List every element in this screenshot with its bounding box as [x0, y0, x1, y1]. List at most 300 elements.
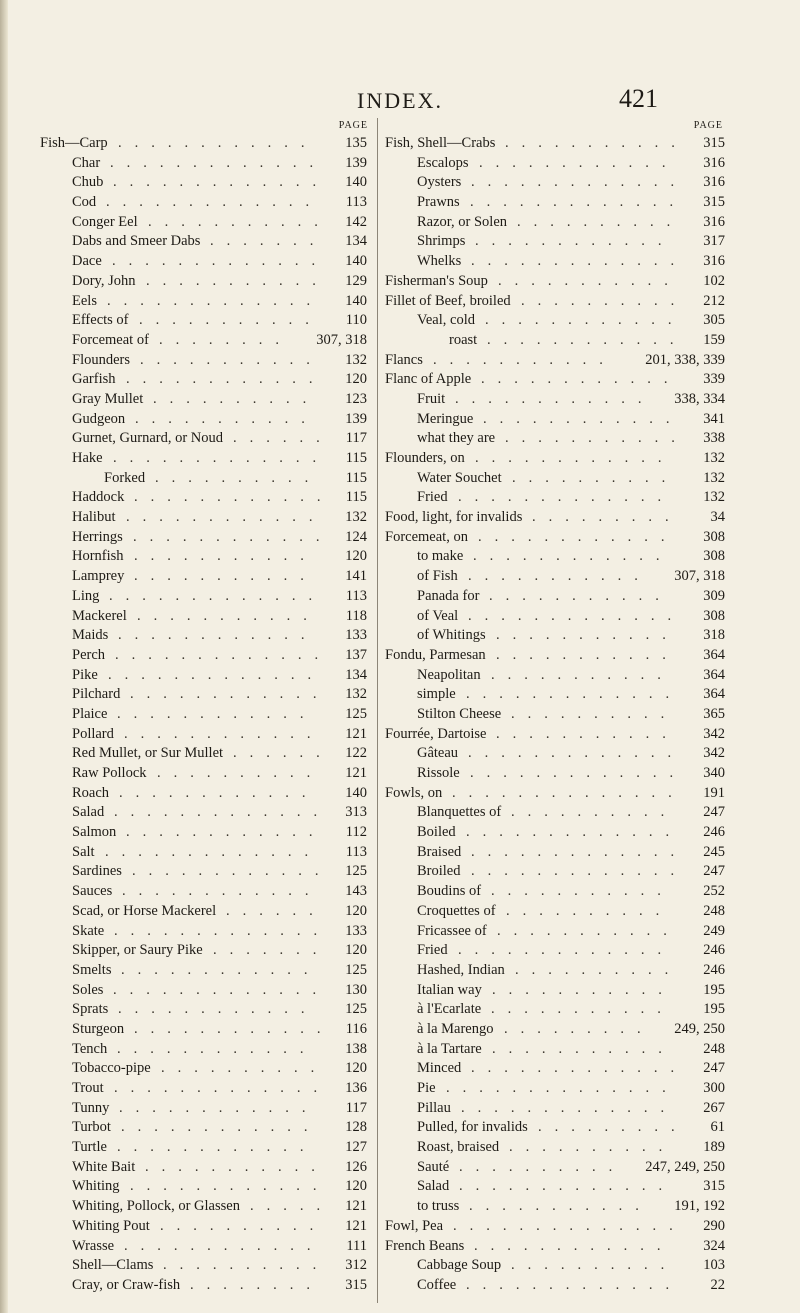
- index-entry-page: 139: [345, 154, 367, 171]
- leader-dots: .............: [471, 863, 688, 880]
- index-entry-name: Forcemeat of: [72, 331, 149, 348]
- index-entry: [40, 961, 370, 981]
- index-entry-page: 139: [345, 410, 367, 427]
- index-entry: [385, 646, 725, 666]
- index-entry-page: 143: [345, 883, 367, 900]
- index-entry: [385, 1158, 725, 1178]
- index-entry-page: 246: [703, 961, 725, 978]
- leader-dots: ..........: [506, 902, 673, 919]
- index-entry: [40, 528, 370, 548]
- index-entry-page: 324: [703, 1237, 725, 1254]
- index-entry: [40, 1118, 370, 1138]
- index-entry-page: 267: [703, 1099, 725, 1116]
- index-entry: [40, 862, 370, 882]
- index-entry: [385, 666, 725, 686]
- index-entry-name: Soles: [72, 981, 104, 998]
- index-entry: [40, 685, 370, 705]
- index-entry-page: 364: [703, 666, 725, 683]
- index-entry-page: 159: [703, 331, 725, 348]
- leader-dots: ............: [134, 489, 334, 506]
- leader-dots: ............: [119, 1099, 319, 1116]
- leader-dots: ...........: [137, 607, 320, 624]
- index-entry-page: 249: [703, 922, 725, 939]
- index-entry: [40, 331, 370, 351]
- index-entry-name: Whiting Pout: [72, 1217, 150, 1234]
- index-entry: [40, 429, 370, 449]
- leader-dots: ...........: [489, 587, 672, 604]
- index-entry: [40, 1000, 370, 1020]
- index-entry-page: 142: [345, 213, 367, 230]
- index-entry: [40, 725, 370, 745]
- index-entry-name: Pie: [417, 1080, 436, 1096]
- index-entry: [40, 232, 370, 252]
- leader-dots: ............: [124, 1237, 324, 1254]
- leader-dots: ..........: [521, 292, 688, 309]
- index-entry: [385, 232, 725, 252]
- index-entry-page: 364: [703, 646, 725, 663]
- index-entry-name: Smelts: [72, 961, 112, 978]
- index-entry-page: 125: [345, 1001, 367, 1018]
- index-entry: [40, 744, 370, 764]
- index-entry: [385, 1197, 725, 1217]
- leader-dots: ............: [134, 1020, 334, 1037]
- index-entry: [385, 469, 725, 489]
- index-entry-name: Coffee: [417, 1276, 457, 1293]
- index-entry-page: 140: [345, 292, 367, 309]
- index-entry-page: 189: [703, 1139, 725, 1156]
- index-entry: [385, 941, 725, 961]
- leader-dots: .............: [466, 824, 683, 841]
- index-entry: [40, 252, 370, 272]
- index-entry: [385, 1217, 725, 1237]
- index-entry-page: 133: [345, 922, 367, 939]
- leader-dots: ...........: [496, 725, 679, 742]
- index-entry-page: 136: [345, 1080, 367, 1096]
- index-entry: [385, 567, 725, 587]
- index-entry-page: 316: [703, 154, 725, 171]
- index-entry-page: 300: [703, 1080, 725, 1096]
- index-entry-page: 125: [345, 961, 367, 978]
- index-entry-page: 134: [345, 233, 367, 250]
- index-entry: [385, 902, 725, 922]
- leader-dots: ...........: [146, 272, 329, 289]
- index-entry-page: 135: [345, 135, 367, 151]
- index-entry-name: Perch: [72, 646, 106, 663]
- index-entry: [385, 252, 725, 272]
- index-entry: [40, 587, 370, 607]
- index-entry-name: Raw Pollock: [72, 765, 147, 781]
- leader-dots: ..........: [511, 804, 678, 821]
- index-entry-name: Chub: [72, 174, 104, 191]
- index-entry-name: Flounders: [72, 351, 130, 368]
- index-entry-page: 132: [345, 686, 367, 703]
- index-entry-page: 364: [703, 686, 725, 703]
- index-entry: [385, 961, 725, 981]
- index-entry-page: 124: [345, 528, 367, 545]
- index-entry-name: Food, light, for invalids: [385, 509, 523, 526]
- index-entry-name: Hashed, Indian: [417, 961, 505, 978]
- index-entries-left: [40, 134, 370, 1296]
- index-entry-page: 191, 192: [674, 1198, 725, 1215]
- index-entry-page: 248: [703, 1040, 725, 1057]
- index-entry-page: 315: [703, 135, 725, 151]
- leader-dots: ..............: [453, 1217, 686, 1234]
- leader-dots: ...........: [505, 135, 688, 151]
- index-entry-page: 113: [345, 843, 367, 860]
- index-entry-page: 128: [345, 1119, 367, 1136]
- index-entry-page: 245: [703, 843, 725, 860]
- index-entry-name: Plaice: [72, 705, 108, 722]
- index-entry-name: Flancs: [385, 351, 423, 368]
- leader-dots: ..........: [511, 705, 678, 722]
- index-entry: [40, 843, 370, 863]
- leader-dots: .........: [532, 509, 682, 526]
- index-entry-page: 120: [345, 942, 367, 959]
- leader-dots: .............: [114, 1080, 331, 1096]
- index-entry: [40, 1059, 370, 1079]
- index-entry: [40, 1217, 370, 1237]
- leader-dots: ...........: [505, 430, 688, 447]
- index-entry-page: 125: [345, 705, 367, 722]
- index-entry: [40, 469, 370, 489]
- index-entry-name: Panada for: [417, 587, 480, 604]
- index-entry-name: Turtle: [72, 1139, 107, 1156]
- leader-dots: ............: [133, 528, 333, 545]
- index-entry: [385, 862, 725, 882]
- index-entry: [40, 370, 370, 390]
- index-entry: [40, 567, 370, 587]
- index-entry-name: Trout: [72, 1080, 104, 1096]
- index-entry: [385, 488, 725, 508]
- index-entry: [40, 410, 370, 430]
- index-entry-page: 141: [345, 568, 367, 585]
- leader-dots: .............: [471, 1060, 688, 1077]
- leader-dots: ............: [455, 390, 655, 407]
- index-entry: [40, 823, 370, 843]
- index-entry-page: 338, 334: [674, 390, 725, 407]
- index-entry: [385, 528, 725, 548]
- index-entry: [385, 193, 725, 213]
- index-entry-name: Tench: [72, 1040, 108, 1057]
- index-entry-name: Forked: [104, 469, 146, 486]
- leader-dots: .............: [471, 843, 688, 860]
- leader-dots: ..........: [512, 469, 679, 486]
- index-entry-name: Skate: [72, 922, 105, 939]
- index-entry: [385, 449, 725, 469]
- leader-dots: ..........: [515, 961, 682, 978]
- leader-dots: ...........: [491, 883, 674, 900]
- index-entry: [40, 705, 370, 725]
- index-entry-name: Whiting, Pollock, or Glassen: [72, 1198, 240, 1215]
- index-entry: [385, 1040, 725, 1060]
- leader-dots: ............: [119, 784, 319, 801]
- leader-dots: .........: [538, 1119, 688, 1136]
- index-entry-name: Whelks: [417, 253, 462, 270]
- leader-dots: .............: [114, 804, 331, 821]
- index-entry-page: 22: [710, 1276, 725, 1293]
- index-entry-page: 129: [345, 272, 367, 289]
- index-entry: [40, 1040, 370, 1060]
- index-entry-name: Veal, cold: [417, 312, 475, 329]
- index-entry-name: Mackerel: [72, 607, 127, 624]
- index-entry: [40, 547, 370, 567]
- index-entry: [40, 784, 370, 804]
- index-entry-name: to truss: [417, 1198, 460, 1215]
- index-entry-name: Gâteau: [417, 745, 459, 762]
- index-entry-page: 115: [345, 469, 367, 486]
- index-entry-page: 120: [345, 1060, 367, 1077]
- index-entry: [385, 981, 725, 1001]
- index-entry-name: Herrings: [72, 528, 123, 545]
- index-entry-page: 195: [703, 1001, 725, 1018]
- leader-dots: ............: [118, 627, 318, 644]
- index-entry-page: 102: [703, 272, 725, 289]
- index-entry-name: Flounders, on: [385, 450, 465, 466]
- index-entry-name: Gray Mullet: [72, 390, 144, 407]
- index-entry-name: Whiting: [72, 1178, 120, 1195]
- index-entry-name: Meringue: [417, 410, 474, 427]
- index-entry-page: 133: [345, 627, 367, 644]
- leader-dots: ............: [117, 1040, 317, 1057]
- index-entry: [385, 1177, 725, 1197]
- index-entry-page: 315: [345, 1276, 367, 1293]
- index-entry-name: Turbot: [72, 1119, 111, 1136]
- leader-dots: ...........: [134, 548, 317, 565]
- index-entry: [385, 351, 725, 371]
- index-entry: [40, 882, 370, 902]
- leader-dots: ........: [159, 331, 292, 348]
- leader-dots: ..........: [509, 1139, 676, 1156]
- leader-dots: ............: [130, 686, 330, 703]
- index-entry: [385, 272, 725, 292]
- index-entry-name: Water Souchet: [417, 469, 502, 486]
- index-column-right: [385, 120, 725, 1296]
- index-entry-page: 134: [345, 666, 367, 683]
- leader-dots: .........: [504, 1020, 654, 1037]
- index-entry-name: Fourrée, Dartoise: [385, 725, 487, 742]
- index-entry-page: 201, 338, 339: [645, 351, 725, 368]
- index-entry: [40, 1177, 370, 1197]
- index-entry-name: Boudins of: [417, 883, 482, 900]
- leader-dots: ...........: [469, 1198, 652, 1215]
- index-entry-page: 247: [703, 804, 725, 821]
- leader-dots: ......: [233, 745, 333, 762]
- index-entry-name: Gudgeon: [72, 410, 126, 427]
- index-entry-name: Tunny: [72, 1099, 110, 1116]
- index-entry-page: 132: [703, 489, 725, 506]
- leader-dots: .....: [250, 1198, 334, 1215]
- index-entry-name: Fowls, on: [385, 784, 443, 801]
- index-entry-page: 316: [703, 174, 725, 191]
- index-entry-name: Tobacco-pipe: [72, 1060, 151, 1077]
- leader-dots: ...........: [492, 981, 675, 998]
- leader-dots: ......: [226, 902, 326, 919]
- index-entry-page: 121: [345, 1217, 367, 1234]
- index-entry-page: 120: [345, 1178, 367, 1195]
- leader-dots: ..........: [163, 1257, 330, 1274]
- index-entry-page: 140: [345, 174, 367, 191]
- index-entry-page: 342: [703, 725, 725, 742]
- index-entry-name: Croquettes of: [417, 902, 496, 919]
- index-entry: [385, 1276, 725, 1296]
- index-entry: [385, 803, 725, 823]
- index-entry-name: Sauces: [72, 883, 113, 900]
- index-entry-page: 315: [703, 194, 725, 211]
- index-entry-page: 316: [703, 253, 725, 270]
- index-entry-name: Fish—Carp: [40, 135, 108, 151]
- index-entry-page: 121: [345, 725, 367, 742]
- index-entry-name: Braised: [417, 843, 462, 860]
- leader-dots: ............: [126, 824, 326, 841]
- index-entry-page: 121: [345, 765, 367, 781]
- leader-dots: .............: [115, 646, 332, 663]
- index-entry-page: 113: [345, 587, 367, 604]
- leader-dots: ..............: [446, 1080, 679, 1096]
- leader-dots: .............: [106, 194, 323, 211]
- leader-dots: ...........: [491, 666, 674, 683]
- index-entry: [385, 744, 725, 764]
- index-entry-page: 132: [703, 450, 725, 466]
- leader-dots: ..........: [459, 1158, 626, 1175]
- leader-dots: .............: [458, 942, 675, 959]
- leader-dots: .............: [107, 292, 324, 309]
- index-entry: [40, 292, 370, 312]
- leader-dots: .............: [109, 587, 326, 604]
- leader-dots: ......: [233, 430, 333, 447]
- index-entry-page: 111: [346, 1237, 367, 1254]
- leader-dots: ..........: [157, 765, 324, 781]
- index-entry: [385, 1020, 725, 1040]
- index-entry: [40, 311, 370, 331]
- index-entry-name: Forcemeat, on: [385, 528, 468, 545]
- leader-dots: .............: [105, 843, 322, 860]
- index-entry: [385, 134, 725, 154]
- index-entry: [385, 508, 725, 528]
- index-entry: [385, 331, 725, 351]
- index-entry-page: 195: [703, 981, 725, 998]
- index-entry-page: 246: [703, 824, 725, 841]
- leader-dots: ............: [126, 509, 326, 526]
- index-entry-page: 138: [345, 1040, 367, 1057]
- index-entry-page: 115: [345, 489, 367, 506]
- index-entry-page: 116: [345, 1020, 367, 1037]
- leader-dots: ............: [121, 961, 321, 978]
- index-entry-page: 307, 318: [674, 568, 725, 585]
- index-entry-name: Sturgeon: [72, 1020, 125, 1037]
- index-entry-page: 308: [703, 528, 725, 545]
- index-entry-name: Cabbage Soup: [417, 1257, 502, 1274]
- leader-dots: .............: [466, 686, 683, 703]
- index-entry-name: Eels: [72, 292, 97, 309]
- index-entry-page: 312: [345, 1257, 367, 1274]
- index-entry-name: Boiled: [417, 824, 456, 841]
- index-entry-name: White Bait: [72, 1158, 136, 1175]
- index-entry-name: Shell—Clams: [72, 1257, 154, 1274]
- page-column-label: PAGE: [338, 120, 368, 131]
- index-entry-name: Pollard: [72, 725, 114, 742]
- index-entry: [385, 1099, 725, 1119]
- index-entry-name: Conger Eel: [72, 213, 138, 230]
- index-entry-name: Sauté: [417, 1158, 450, 1175]
- leader-dots: ............: [479, 154, 679, 171]
- leader-dots: .............: [112, 253, 329, 270]
- leader-dots: ..........: [511, 1257, 678, 1274]
- index-entry-name: Roast, braised: [417, 1139, 500, 1156]
- leader-dots: ............: [485, 312, 685, 329]
- index-entry-name: Salt: [72, 843, 95, 860]
- index-entry: [385, 311, 725, 331]
- index-entry: [40, 1079, 370, 1099]
- leader-dots: .............: [458, 489, 675, 506]
- leader-dots: ............: [487, 331, 687, 348]
- index-entry-page: 132: [345, 351, 367, 368]
- index-entry-page: 317: [703, 233, 725, 250]
- index-entry-name: Hornfish: [72, 548, 124, 565]
- index-entry: [40, 488, 370, 508]
- index-entry-name: Sprats: [72, 1001, 109, 1018]
- index-entry-name: roast: [449, 331, 478, 348]
- index-entry: [40, 1256, 370, 1276]
- page-header: [0, 84, 800, 118]
- leader-dots: ............: [118, 135, 318, 151]
- index-entry: [40, 646, 370, 666]
- index-entry-name: Minced: [417, 1060, 462, 1077]
- leader-dots: ..........: [160, 1217, 327, 1234]
- index-entry-name: simple: [417, 686, 456, 703]
- index-entry: [385, 370, 725, 390]
- index-entry-page: 130: [345, 981, 367, 998]
- index-entry-page: 247: [703, 1060, 725, 1077]
- index-entry-name: Razor, or Solen: [417, 213, 508, 230]
- index-entry-name: Fried: [417, 489, 448, 506]
- leader-dots: ...........: [491, 1001, 674, 1018]
- leader-dots: ..........: [517, 213, 684, 230]
- index-entry-name: Wrasse: [72, 1237, 115, 1254]
- leader-dots: ............: [483, 410, 683, 427]
- leader-dots: .............: [468, 607, 685, 624]
- index-entry-name: Fillet of Beef, broiled: [385, 292, 511, 309]
- index-entry-page: 117: [345, 1099, 367, 1116]
- leader-dots: .............: [459, 1178, 676, 1195]
- index-entry-name: Fish, Shell—Crabs: [385, 135, 496, 151]
- index-entry: [40, 272, 370, 292]
- index-entry: [385, 705, 725, 725]
- index-entry-name: Effects of: [72, 312, 129, 329]
- leader-dots: .............: [471, 174, 688, 191]
- leader-dots: ........: [190, 1276, 323, 1293]
- index-entry: [385, 390, 725, 410]
- index-entry-page: 340: [703, 765, 725, 781]
- index-entry-page: 338: [703, 430, 725, 447]
- index-entry-page: 140: [345, 253, 367, 270]
- leader-dots: .............: [468, 745, 685, 762]
- index-entry: [40, 902, 370, 922]
- leader-dots: ............: [118, 1001, 318, 1018]
- leader-dots: ............: [126, 371, 326, 388]
- index-entry: [40, 134, 370, 154]
- index-entry: [40, 981, 370, 1001]
- index-entry-page: 110: [345, 312, 367, 329]
- leader-dots: .............: [461, 1099, 678, 1116]
- index-entry-page: 61: [710, 1119, 725, 1136]
- index-entry-name: Skipper, or Saury Pike: [72, 942, 203, 959]
- index-entry: [40, 922, 370, 942]
- index-entry: [385, 882, 725, 902]
- index-entry-page: 249, 250: [674, 1020, 725, 1037]
- leader-dots: ..........: [161, 1060, 328, 1077]
- index-entry-name: Stilton Cheese: [417, 705, 502, 722]
- index-entry-name: Fowl, Pea: [385, 1217, 443, 1234]
